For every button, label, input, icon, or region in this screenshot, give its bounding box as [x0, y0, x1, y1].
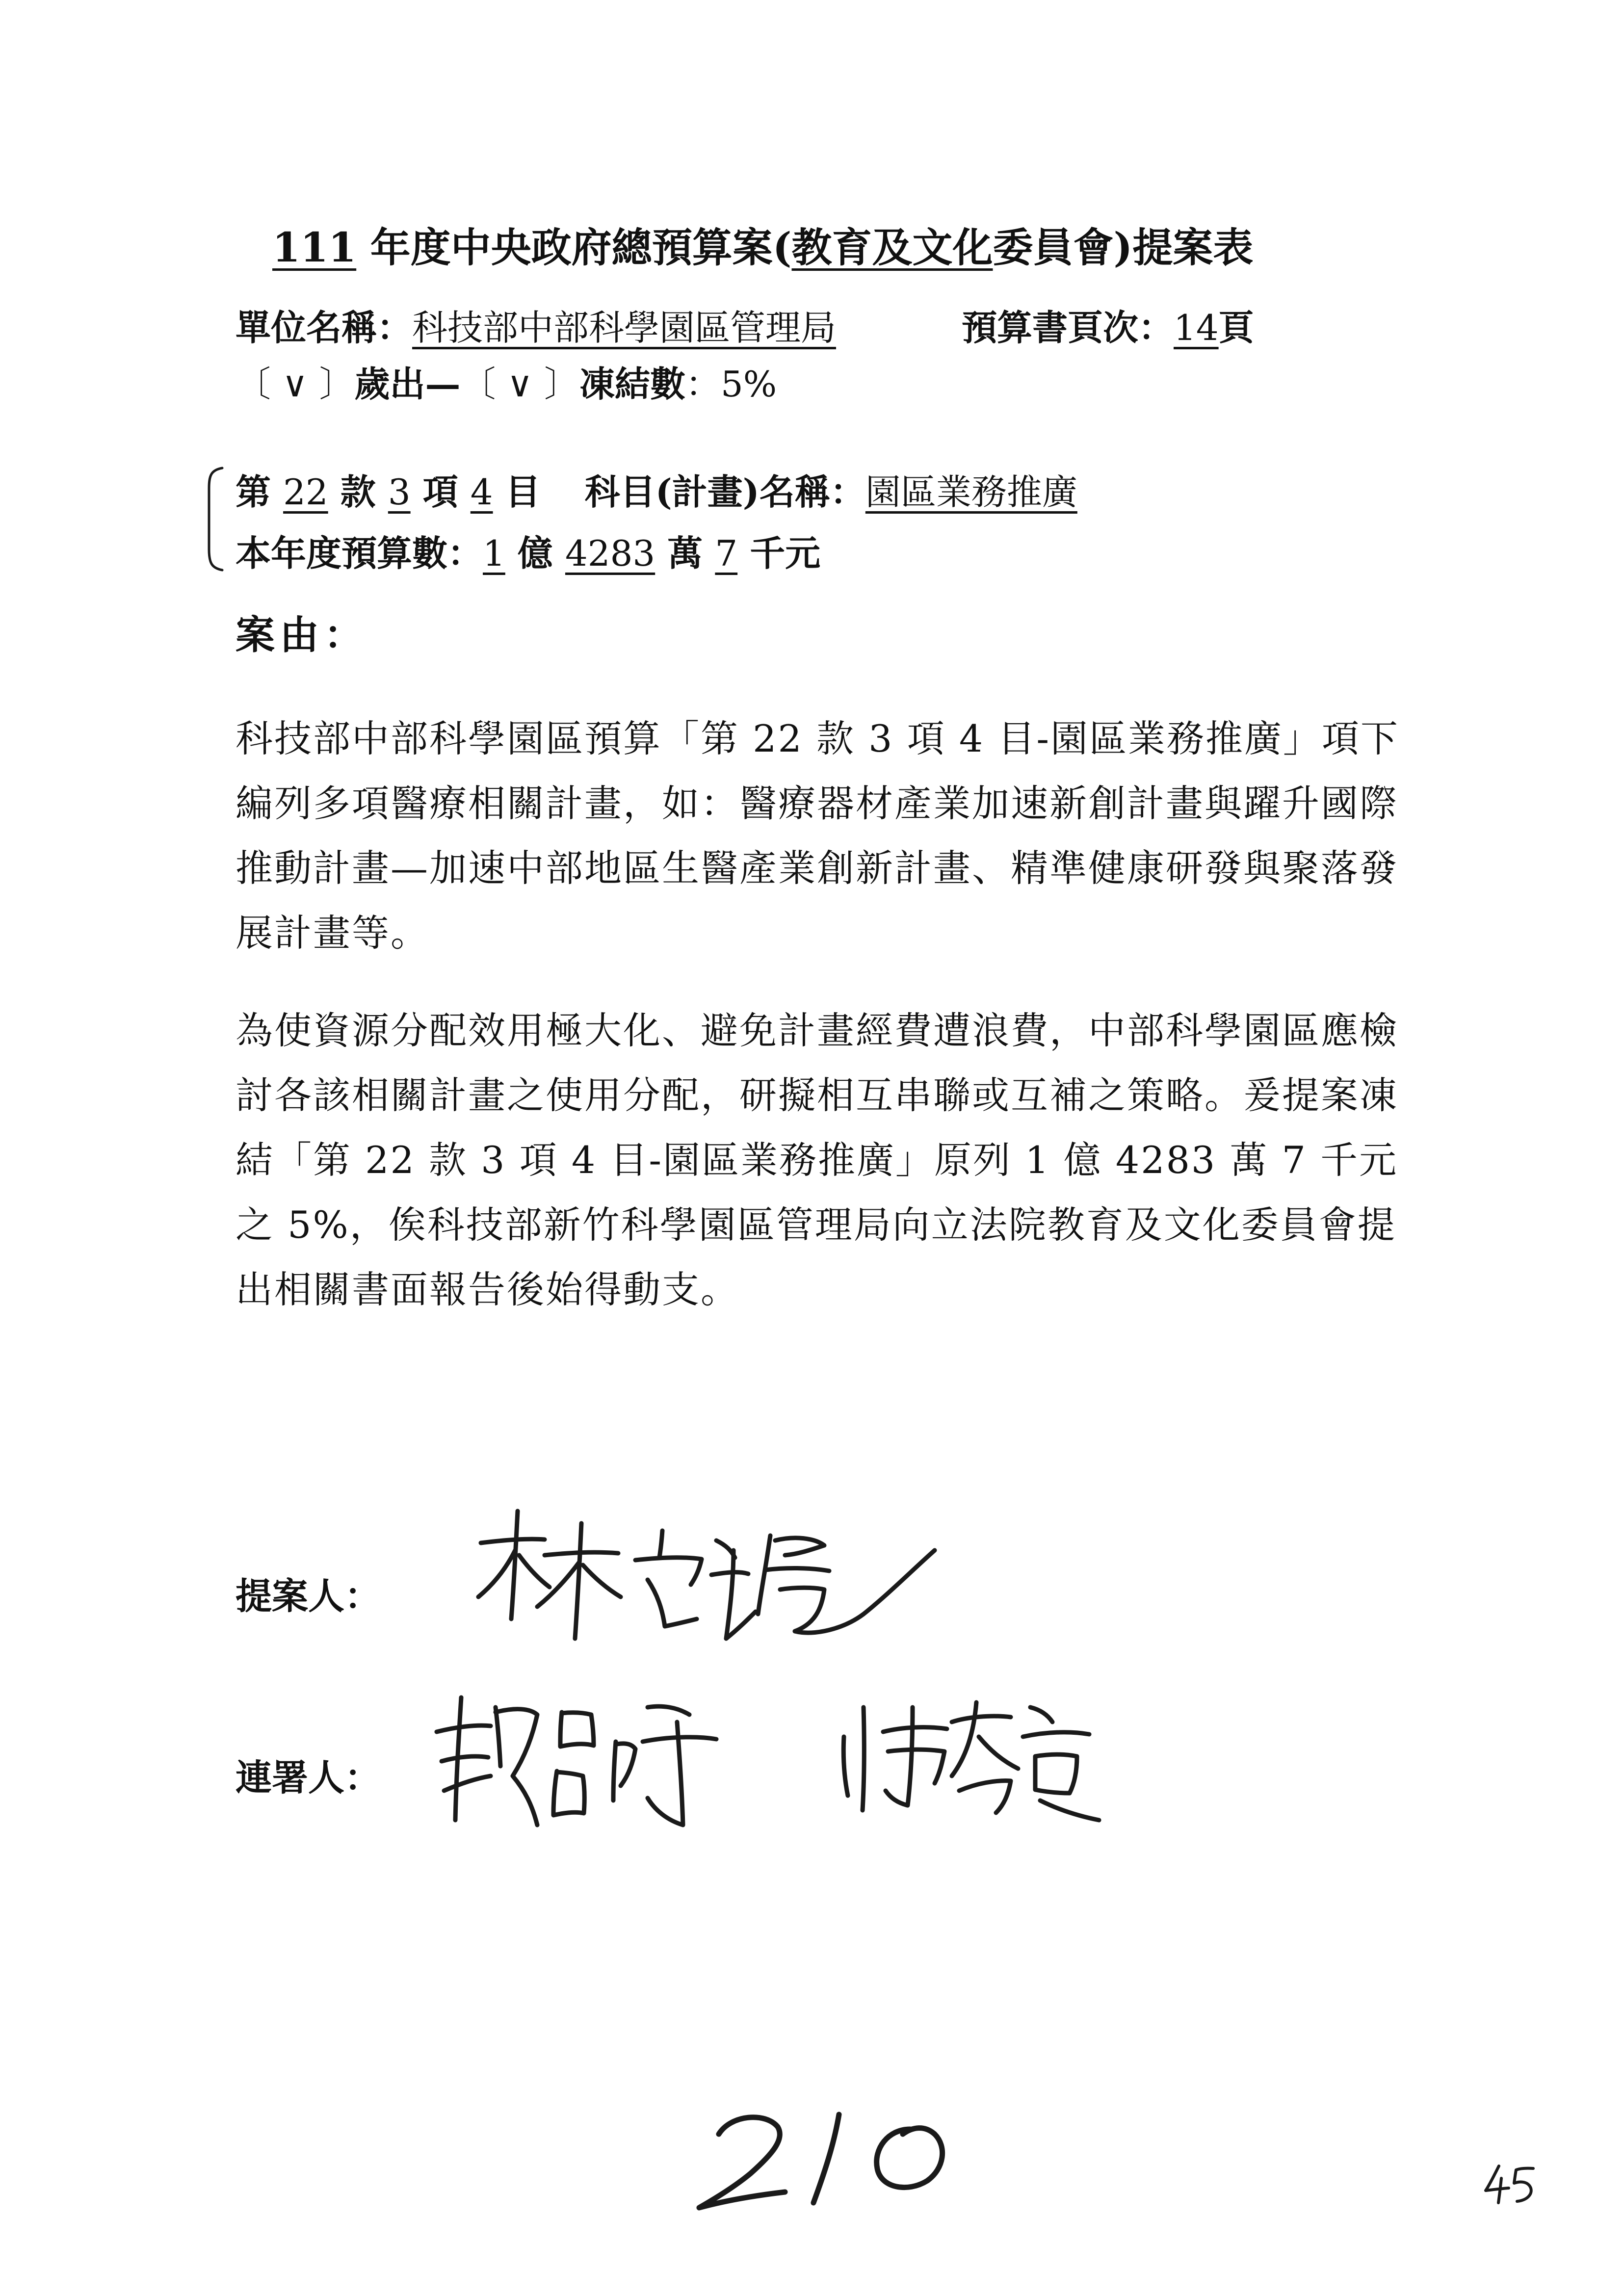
handwritten-page-number-45: [1482, 2161, 1541, 2205]
xiang-number: 3: [388, 471, 411, 513]
expense-checkbox: 〔 ∨ 〕: [236, 364, 355, 405]
item-line: [236, 464, 1077, 515]
mu-suffix: 目: [493, 471, 541, 513]
unit-line: [236, 299, 836, 350]
budget-wan: 4283: [565, 533, 655, 574]
subject-name-label: 科目(計畫)名稱：: [584, 471, 865, 513]
cosigner-label: 連署人：: [236, 1757, 381, 1799]
title-text: 年度中央政府總預算案(: [356, 224, 792, 271]
kuan-number: 22: [283, 471, 328, 513]
freeze-checkbox: 〔 ∨ 〕: [460, 364, 579, 405]
subject-name-value: 園區業務推廣: [865, 471, 1077, 513]
freeze-value: ：5%: [685, 364, 777, 405]
freeze-label: 凍結數: [579, 363, 685, 405]
fiscal-year: 111: [272, 224, 357, 271]
mu-number: 4: [470, 471, 493, 513]
page-ref-suffix: 頁: [1218, 307, 1254, 348]
reason-label: 案由：: [236, 612, 368, 658]
proposer-label: 提案人：: [236, 1575, 381, 1618]
reason-paragraph-1: 科技部中部科學園區預算「第 22 款 3 項 4 目-園區業務推廣」項下編列多項醫療相關計畫，如：醫療器材產業加速新創計畫與躍升國際推動計畫—加速中部地區生醫產業創新計畫、精準健康研發與聚落發展計畫等。: [236, 717, 1400, 955]
cosigner-signature-2: [834, 1678, 1109, 1825]
freeze-line: [236, 356, 777, 407]
budget-label: 本年度預算數：: [236, 532, 483, 574]
unit-value: 科技部中部科學園區管理局: [412, 307, 837, 348]
kuan-suffix: 款: [328, 471, 388, 513]
budget-qian-suffix: 千元: [737, 532, 821, 574]
budget-wan-suffix: 萬: [655, 532, 715, 574]
title-text-end: 委員會)提案表: [993, 224, 1254, 271]
budget-yi: 1: [483, 533, 505, 574]
page-ref-label: 預算書頁次：: [962, 307, 1174, 348]
cosigner-signature-1: [432, 1678, 785, 1840]
page-reference: [962, 299, 1254, 350]
budget-line: [236, 525, 820, 576]
unit-label: 單位名稱：: [236, 307, 413, 348]
proposer-signature: [471, 1496, 942, 1653]
handwritten-number-210: [692, 2100, 967, 2213]
budget-yi-suffix: 億: [505, 532, 565, 574]
committee-name: 教育及文化: [791, 224, 993, 271]
kuan-prefix: 第: [236, 471, 284, 513]
page-title: [272, 216, 1253, 273]
reason-paragraph-2: 為使資源分配效用極大化、避免計畫經費遭浪費，中部科學園區應檢討各該相關計畫之使用分配，研擬相互串聯或互補之策略。爰提案凍結「第 22 款 3 項 4 目-園區業務推廣」原列 1 億 4283 萬 7 千元之 5%，俟科技部新竹科學園區管理局向立法院教育及文化委員會提出相關書面報告後始得動支。: [236, 1009, 1398, 1311]
expense-label: 歲出—: [354, 363, 461, 405]
budget-qian: 7: [715, 533, 738, 574]
page-ref-value: 14: [1174, 307, 1219, 348]
bracket-mark: [205, 466, 225, 572]
xiang-suffix: 項: [410, 471, 471, 513]
